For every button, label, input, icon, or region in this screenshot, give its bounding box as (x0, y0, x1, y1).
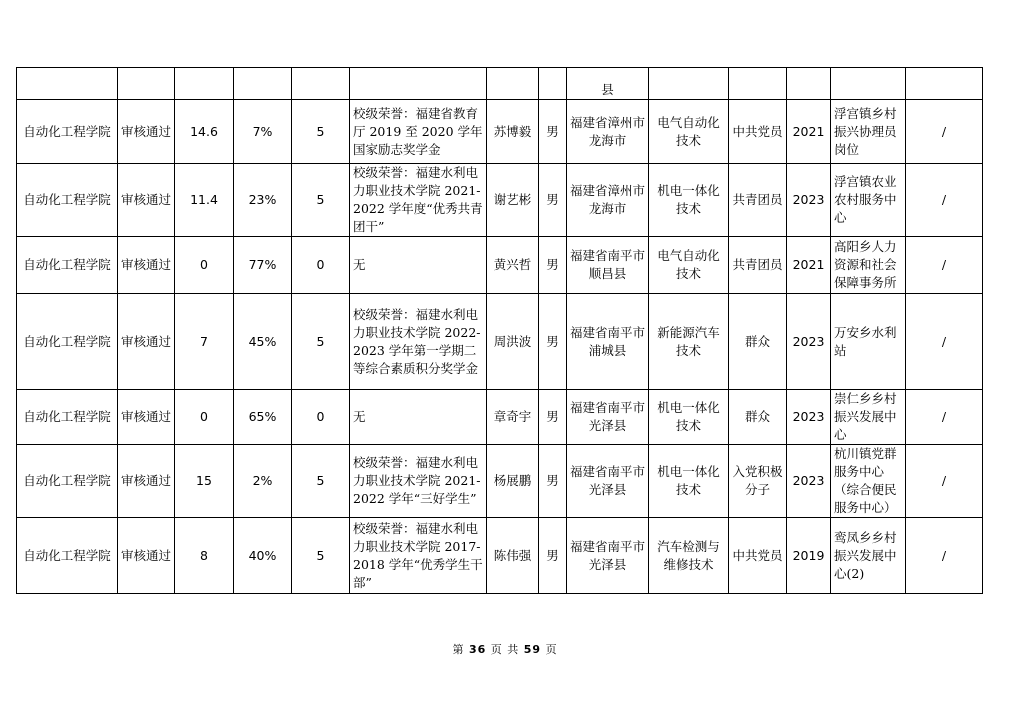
college-cell: 自动化工程学院 (17, 445, 118, 518)
origin-cell: 县 (567, 68, 649, 100)
origin-cell: 福建省南平市光泽县 (567, 390, 649, 445)
name-cell: 杨展鹏 (487, 445, 539, 518)
page-footer (0, 641, 1010, 657)
major-cell: 机电一体化技术 (649, 445, 729, 518)
political-cell: 群众 (729, 294, 787, 390)
points-cell: 0 (292, 237, 350, 294)
table-row-continued (17, 68, 983, 100)
candidate-table (16, 67, 983, 594)
gender-cell: 男 (539, 237, 567, 294)
college-cell: 自动化工程学院 (17, 164, 118, 237)
origin-cell: 福建省南平市光泽县 (567, 518, 649, 594)
college-cell: 自动化工程学院 (17, 237, 118, 294)
honor-cell: 校级荣誉：福建水利电力职业技术学院 2022-2023 学年第一学期二等综合素质积分奖学金 (350, 294, 487, 390)
gender-cell: 男 (539, 518, 567, 594)
political-cell: 群众 (729, 390, 787, 445)
name-cell: 周洪波 (487, 294, 539, 390)
year-cell: 2021 (787, 100, 831, 164)
points-cell: 5 (292, 100, 350, 164)
rank-cell: 65% (234, 390, 292, 445)
college-cell: 自动化工程学院 (17, 294, 118, 390)
political-cell: 共青团员 (729, 164, 787, 237)
employer-cell: 高阳乡人力资源和社会保障事务所 (831, 237, 906, 294)
table-row (17, 294, 983, 390)
status-cell: 审核通过 (118, 445, 175, 518)
score-cell: 8 (175, 518, 234, 594)
rank-cell: 7% (234, 100, 292, 164)
major-cell: 机电一体化技术 (649, 164, 729, 237)
current-page-number: 36 (468, 643, 487, 656)
employer-cell: 杭川镇党群服务中心（综合便民服务中心） (831, 445, 906, 518)
points-cell: 5 (292, 164, 350, 237)
total-page-number: 59 (523, 643, 542, 656)
major-cell: 电气自动化技术 (649, 237, 729, 294)
points-cell: 5 (292, 445, 350, 518)
major-cell: 电气自动化技术 (649, 100, 729, 164)
table-row (17, 237, 983, 294)
remark-cell: / (906, 445, 983, 518)
table-row (17, 164, 983, 237)
political-cell: 入党积极分子 (729, 445, 787, 518)
footer-suffix: 页 (545, 643, 558, 656)
points-cell: 5 (292, 518, 350, 594)
college-cell: 自动化工程学院 (17, 518, 118, 594)
year-cell: 2019 (787, 518, 831, 594)
status-cell: 审核通过 (118, 100, 175, 164)
origin-cell: 福建省南平市顺昌县 (567, 237, 649, 294)
remark-cell: / (906, 164, 983, 237)
score-cell: 7 (175, 294, 234, 390)
name-cell: 黄兴哲 (487, 237, 539, 294)
remark-cell: / (906, 390, 983, 445)
honor-cell: 无 (350, 390, 487, 445)
origin-cell: 福建省漳州市龙海市 (567, 100, 649, 164)
honor-cell: 校级荣誉：福建水利电力职业技术学院 2021-2022 学年“三好学生” (350, 445, 487, 518)
origin-cell: 福建省漳州市龙海市 (567, 164, 649, 237)
table-row (17, 518, 983, 594)
employer-cell: 浮宫镇农业农村服务中心 (831, 164, 906, 237)
points-cell: 0 (292, 390, 350, 445)
status-cell: 审核通过 (118, 390, 175, 445)
gender-cell: 男 (539, 164, 567, 237)
employer-cell: 浮宫镇乡村振兴协理员岗位 (831, 100, 906, 164)
rank-cell: 2% (234, 445, 292, 518)
political-cell: 中共党员 (729, 100, 787, 164)
name-cell: 谢艺彬 (487, 164, 539, 237)
status-cell: 审核通过 (118, 294, 175, 390)
major-cell: 机电一体化技术 (649, 390, 729, 445)
name-cell: 章奇宇 (487, 390, 539, 445)
points-cell: 5 (292, 294, 350, 390)
score-cell: 11.4 (175, 164, 234, 237)
footer-prefix: 第 (452, 643, 465, 656)
college-cell: 自动化工程学院 (17, 390, 118, 445)
status-cell: 审核通过 (118, 237, 175, 294)
status-cell: 审核通过 (118, 518, 175, 594)
footer-middle: 页 共 (490, 643, 520, 656)
remark-cell: / (906, 100, 983, 164)
year-cell: 2023 (787, 445, 831, 518)
rank-cell: 23% (234, 164, 292, 237)
score-cell: 0 (175, 390, 234, 445)
score-cell: 0 (175, 237, 234, 294)
remark-cell: / (906, 294, 983, 390)
score-cell: 14.6 (175, 100, 234, 164)
college-cell: 自动化工程学院 (17, 100, 118, 164)
employer-cell: 万安乡水利站 (831, 294, 906, 390)
year-cell: 2023 (787, 294, 831, 390)
year-cell: 2021 (787, 237, 831, 294)
honor-cell: 无 (350, 237, 487, 294)
year-cell: 2023 (787, 390, 831, 445)
gender-cell: 男 (539, 445, 567, 518)
name-cell: 苏博毅 (487, 100, 539, 164)
political-cell: 中共党员 (729, 518, 787, 594)
table-row (17, 100, 983, 164)
rank-cell: 77% (234, 237, 292, 294)
remark-cell: / (906, 518, 983, 594)
status-cell: 审核通过 (118, 164, 175, 237)
gender-cell: 男 (539, 100, 567, 164)
employer-cell: 鸾凤乡乡村振兴发展中心(2) (831, 518, 906, 594)
remark-cell: / (906, 237, 983, 294)
rank-cell: 45% (234, 294, 292, 390)
honor-cell: 校级荣誉：福建水利电力职业技术学院 2017-2018 学年“优秀学生干部” (350, 518, 487, 594)
honor-cell: 校级荣誉：福建省教育厅 2019 至 2020 学年国家励志奖学金 (350, 100, 487, 164)
employer-cell: 崇仁乡乡村振兴发展中心 (831, 390, 906, 445)
rank-cell: 40% (234, 518, 292, 594)
honor-cell: 校级荣誉：福建水利电力职业技术学院 2021-2022 学年度“优秀共青团干” (350, 164, 487, 237)
origin-cell: 福建省南平市光泽县 (567, 445, 649, 518)
major-cell: 新能源汽车技术 (649, 294, 729, 390)
origin-cell: 福建省南平市浦城县 (567, 294, 649, 390)
gender-cell: 男 (539, 390, 567, 445)
table-row (17, 390, 983, 445)
year-cell: 2023 (787, 164, 831, 237)
name-cell: 陈伟强 (487, 518, 539, 594)
political-cell: 共青团员 (729, 237, 787, 294)
score-cell: 15 (175, 445, 234, 518)
table-row (17, 445, 983, 518)
gender-cell: 男 (539, 294, 567, 390)
major-cell: 汽车检测与维修技术 (649, 518, 729, 594)
